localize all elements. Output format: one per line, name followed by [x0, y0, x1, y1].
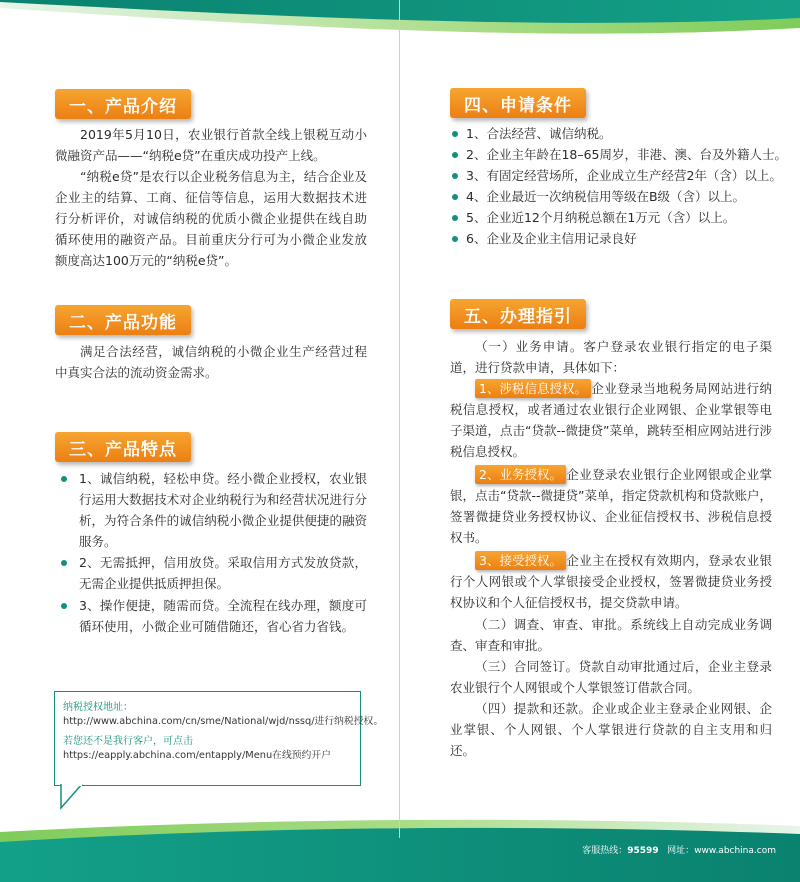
footer-contact: [582, 845, 776, 857]
intro-paragraph-1: 2019年5月10日，农业银行首款全线上银税互动小微融资产品——“纳税e贷”在重庆成功投产上线。: [55, 127, 367, 163]
guide-step-review: （二）调查、审查、审批。系统线上自动完成业务调查、审查和审批。: [450, 617, 772, 653]
condition-item-text: 3、有固定经营场所，企业成立生产经营2年（含）以上。: [466, 168, 782, 183]
feature-item: [55, 468, 367, 552]
bullet-dot-icon: [452, 152, 458, 158]
condition-item-text: 1、合法经营、诚信纳税。: [466, 126, 612, 141]
substep-tag-tax-info: 1、涉税信息授权。: [475, 379, 591, 398]
account-opening-url-link[interactable]: https://eapply.abchina.com/entapply/Menu在线预约开户: [63, 750, 331, 761]
bullet-dot-icon: [61, 603, 67, 609]
authorization-url-link[interactable]: http://www.abchina.com/cn/sme/National/wjd/nssq/进行纳税授权。: [63, 716, 384, 727]
substep-text-tax-info: 企业登录当地税务局网站进行纳税信息授权，或者通过农业银行企业网银、企业掌银等电子渠道，点击“贷款--微捷贷”菜单，跳转至相应网站进行涉税信息授权。: [450, 381, 772, 459]
note-label-authorization: 纳税授权地址：: [63, 702, 133, 713]
note-label-new-customer: 若您还不是我行客户，可点击: [63, 736, 193, 747]
guide-step-repayment: （四）提款和还款。企业或企业主登录企业网银、企业掌银、个人网银、个人掌银进行贷款的自主支用和归还。: [450, 701, 772, 758]
condition-item: [450, 228, 636, 249]
section-heading-features: 三、产品特点: [55, 432, 191, 462]
condition-item: [450, 165, 782, 186]
substep-text-business-auth: 企业登录农业银行企业网银或企业掌银，点击“贷款--微捷贷”菜单，指定贷款机构和贷款账户，签署微捷贷业务授权协议、企业征信授权书、涉税信息授权书。: [450, 467, 772, 545]
section-heading-conditions: 四、申请条件: [450, 88, 586, 118]
guide-substep-tax-info: [450, 378, 772, 462]
feature-item: [55, 595, 367, 637]
feature-item: [55, 552, 367, 594]
section-heading-intro: 一、产品介绍: [55, 89, 191, 119]
website-label: 网址：: [667, 846, 695, 856]
hotline-number: 95599: [627, 846, 659, 856]
website-link[interactable]: www.abchina.com: [694, 846, 776, 856]
guide-substep-accept-auth: [450, 550, 772, 613]
condition-item: [450, 144, 787, 165]
condition-item-text: 5、企业近12个月纳税总额在1万元（含）以上。: [466, 210, 736, 225]
bullet-dot-icon: [452, 173, 458, 179]
bullet-dot-icon: [452, 131, 458, 137]
guide-substep-business-auth: [450, 464, 772, 548]
substep-tag-accept-auth: 3、接受授权。: [475, 551, 566, 570]
bullet-dot-icon: [452, 215, 458, 221]
hotline-label: 客服热线：: [582, 846, 628, 856]
column-divider: [399, 0, 400, 838]
substep-text-accept-auth: 企业主在授权有效期内，登录农业银行个人网银或个人掌银接受企业授权，签署微捷贷业务授权协议和个人征信授权书，提交贷款申请。: [450, 553, 772, 610]
top-decorative-band: [0, 0, 800, 72]
condition-item: [450, 123, 611, 144]
condition-item: [450, 186, 745, 207]
bullet-dot-icon: [452, 236, 458, 242]
substep-tag-business-auth: 2、业务授权。: [475, 465, 566, 484]
condition-item-text: 6、企业及企业主信用记录良好: [466, 231, 637, 246]
bullet-dot-icon: [452, 194, 458, 200]
intro-paragraph-2: “纳税e贷”是农行以企业税务信息为主，结合企业及企业主的结算、工商、征信等信息，运用大数据技术进行分析评价，对诚信纳税的优质小微企业提供在线自助循环使用的融资产品。目前重庆分行可为小微企业发放额度高达100万元的“纳税e贷”。: [55, 169, 367, 268]
bullet-dot-icon: [61, 560, 67, 566]
section-heading-function: 二、产品功能: [55, 305, 191, 335]
guide-step-contract: （三）合同签订。贷款自动审批通过后，企业主登录农业银行个人网银或个人掌银签订借款合同。: [450, 659, 772, 695]
function-paragraph: 满足合法经营，诚信纳税的小微企业生产经营过程中真实合法的流动资金需求。: [55, 344, 367, 380]
condition-item-text: 4、企业最近一次纳税信用等级在B级（含）以上。: [466, 189, 746, 204]
guide-step-application: （一）业务申请。客户登录农业银行指定的电子渠道，进行贷款申请，具体如下：: [450, 339, 772, 375]
feature-item-text: 2、无需抵押，信用放贷。采取信用方式发放贷款，无需企业提供抵质押担保。: [79, 555, 367, 591]
feature-item-text: 3、操作便捷，随需而贷。全流程在线办理，额度可循环使用，小微企业可随借随还，省心省力省钱。: [79, 598, 367, 634]
speech-bubble-tail: [60, 784, 84, 810]
tax-authorization-note: [54, 691, 384, 786]
condition-item-text: 2、企业主年龄在18–65周岁，非港、澳、台及外籍人士。: [466, 147, 788, 162]
section-heading-guide: 五、办理指引: [450, 299, 586, 329]
bullet-dot-icon: [61, 476, 67, 482]
condition-item: [450, 207, 735, 228]
feature-item-text: 1、诚信纳税，轻松申贷。经小微企业授权，农业银行运用大数据技术对企业纳税行为和经营状况进行分析，为符合条件的诚信纳税小微企业提供便捷的融资服务。: [79, 471, 367, 549]
